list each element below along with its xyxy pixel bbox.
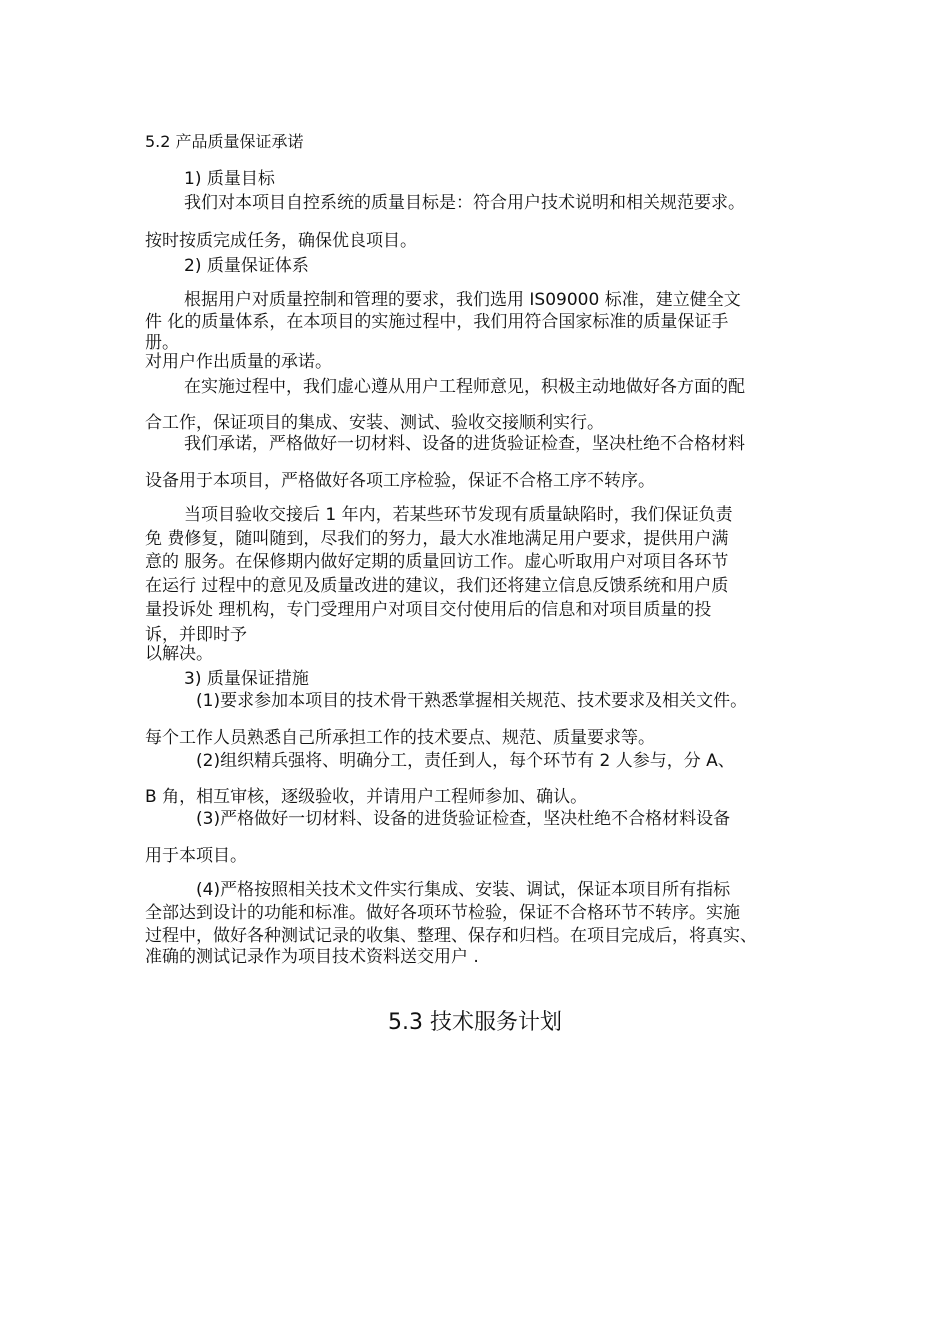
item2-heading: 2) 质量保证体系 [184,256,309,276]
section-title-5-2: 5.2 产品质量保证承诺 [145,132,304,151]
item2-p2-line: 在实施过程中，我们虚心遵从用户工程师意见，积极主动地做好各方面的配 [184,377,745,397]
item2-p1-line: 册。 [145,333,179,353]
item2-p1-line: 根据用户对质量控制和管理的要求，我们选用 IS09000 标准，建立健全文 [184,290,741,310]
item3-m3-line: (3)严格做好一切材料、设备的进货验证检查，坚决杜绝不合格材料设备 [196,809,731,829]
item3-heading: 3) 质量保证措施 [184,669,309,689]
item2-p1-line: 件 化的质量体系，在本项目的实施过程中，我们用符合国家标准的质量保证手 [145,312,729,332]
item2-p3-line: 我们承诺，严格做好一切材料、设备的进货验证检查，坚决杜绝不合格材料 [184,434,745,454]
section-title-5-3: 5.3 技术服务计划 [388,1010,562,1035]
item3-m3-line: 用于本项目。 [145,846,247,866]
item3-m1-line: 每个工作人员熟悉自己所承担工作的技术要点、规范、质量要求等。 [145,728,655,748]
item2-p4-line: 免 费修复，随叫随到，尽我们的努力，最大水准地满足用户要求，提供用户满 [145,529,729,549]
item3-m2-line: (2)组织精兵强将、明确分工，责任到人，每个环节有 2 人参与，分 A、 [196,751,735,771]
item2-p4-line: 在运行 过程中的意见及质量改进的建议，我们还将建立信息反馈系统和用户质 [145,576,729,596]
item2-p4-line: 量投诉处 理机构，专门受理用户对项目交付使用后的信息和对项目质量的投 [145,600,712,620]
item3-m4-line: 过程中，做好各种测试记录的收集、整理、保存和归档。在项目完成后，将真实、 [145,926,757,946]
item2-p1-line: 对用户作出质量的承诺。 [145,352,332,372]
item2-p3-line: 设备用于本项目，严格做好各项工序检验，保证不合格工序不转序。 [145,471,655,491]
item1-text-line: 我们对本项目自控系统的质量目标是：符合用户技术说明和相关规范要求。 [184,193,745,213]
item1-text-line: 按时按质完成任务，确保优良项目。 [145,231,417,251]
item3-m2-line: B 角，相互审核，逐级验收，并请用户工程师参加、确认。 [145,787,588,807]
item3-m4-line: 全部达到设计的功能和标准。做好各项环节检验，保证不合格环节不转序。实施 [145,903,740,923]
item2-p4-line: 以解决。 [145,644,213,664]
item2-p4-line: 诉，并即时予 [145,625,247,645]
item2-p4-line: 意的 服务。在保修期内做好定期的质量回访工作。虚心听取用户对项目各环节 [145,552,729,572]
item3-m1-line: (1)要求参加本项目的技术骨干熟悉掌握相关规范、技术要求及相关文件。 [196,691,748,711]
item3-m4-line: (4)严格按照相关技术文件实行集成、安装、调试，保证本项目所有指标 [196,880,731,900]
item3-m4-line: 准确的测试记录作为项目技术资料送交用户 . [145,947,479,967]
item1-heading: 1) 质量目标 [184,169,275,189]
item2-p4-line: 当项目验收交接后 1 年内，若某些环节发现有质量缺陷时，我们保证负责 [184,505,733,525]
item2-p2-line: 合工作，保证项目的集成、安装、测试、验收交接顺利实行。 [145,413,604,433]
